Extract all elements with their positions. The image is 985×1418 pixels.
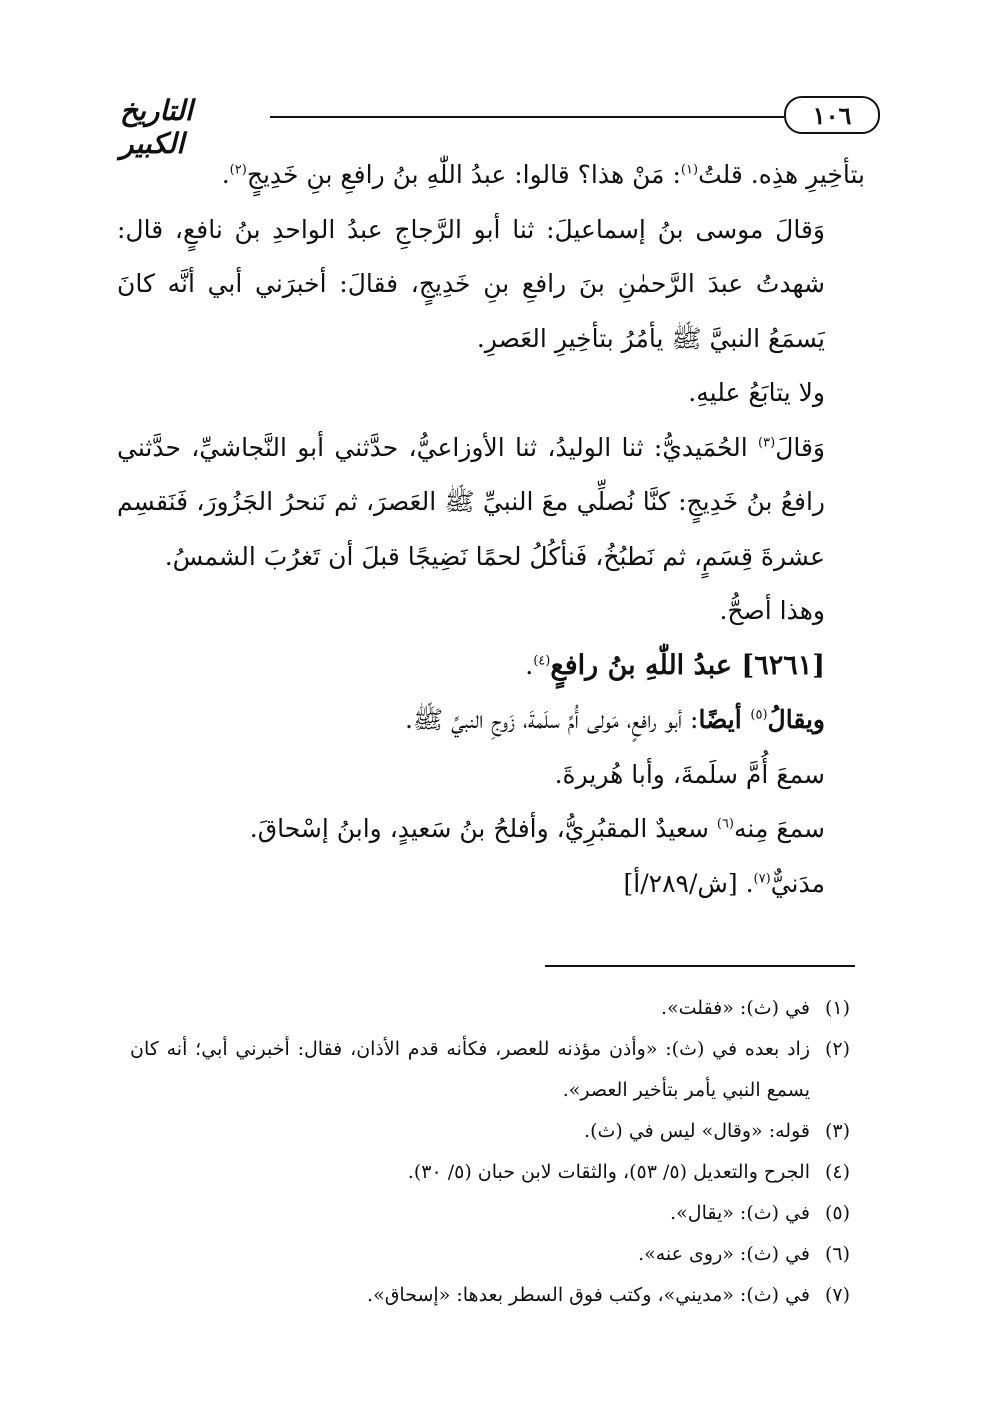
footnote [130, 1193, 850, 1234]
paragraph-samia-minhu: سمعَ مِنه$^{(٦)}$ سعيدٌ المقبُرِيُّ، وأفلحُ بنُ سَعيدٍ، وابنُ إسْحاقَ. [249, 814, 825, 843]
footnote-text: في (ث): «يقال». [670, 1202, 810, 1224]
paragraph-musa: وَقالَ موسى بنُ إسماعيلَ: ثنا أبو الرَّجاجِ عبدُ الواحدِ بنُ نافعٍ، قال: شهدتُ عبدَ الرَّحمٰنِ بنَ رافعِ بنِ خَدِيجٍ، فقالَ: أخبرَني أبي أنَّه كانَ يَسمَعُ النبيَّ ﷺ يأمُرُ بتأخِيرِ العَصرِ. [117, 214, 825, 353]
footnote-text: قوله: «وقال» ليس في (ث). [584, 1120, 810, 1142]
book-title: التاريخ الكبير [120, 94, 193, 160]
footnote-ref-5: (٥) [750, 707, 768, 723]
footnote-number: (٦) [824, 1243, 850, 1265]
footnote-text: زاد بعده في (ث): «وأذن مؤذنه للعصر، فكأنه قدم الأذان، فقال: أخبرني أبي؛ أنه كان يسمع النبي يأمر بتأخير العصر». [130, 1038, 810, 1101]
paragraph-asahh: وهذا أصحُّ. [719, 596, 825, 625]
footnote-text: في (ث): «روى عنه». [638, 1243, 810, 1265]
footnote-number: (١) [824, 997, 850, 1019]
footnote-ref-4: (٤) [533, 653, 551, 669]
footnote [130, 1152, 850, 1193]
footnote-number: (٣) [824, 1120, 850, 1142]
footnote-number: (٤) [824, 1161, 850, 1183]
footnote-number: (٥) [824, 1202, 850, 1224]
footnote [130, 1029, 850, 1111]
entry-heading: [٦٢٦١] عبدُ اللّٰهِ بنُ رافعٍ$^{(٤)}$. [525, 649, 825, 681]
page-number-badge: ١٠٦ [784, 96, 880, 134]
footnote-ref-3: (٣) [758, 435, 776, 451]
paragraph-madani: مدَنيٌّ$^{(٧)}$. [ش/٢٨٩/أ] [623, 868, 825, 898]
footnote-ref-6: (٦) [716, 816, 734, 832]
paragraph-la-yutaba: ولا يتابَعُ عليهِ. [688, 378, 825, 407]
footnote-number: (٢) [824, 1038, 850, 1060]
footnote-separator [545, 965, 855, 967]
footnotes [130, 988, 850, 1316]
footnote [130, 988, 850, 1029]
footnote [130, 1234, 850, 1275]
footnote-number: (٧) [824, 1284, 850, 1306]
text-line-1: بتأخِيرِ هذِه. قلتُ$^{(١)}$: مَنْ هذا؟ قالوا: عبدُ اللّٰهِ بنُ رافعِ بنِ خَدِيجٍ$^{(٢)}$. [221, 160, 865, 189]
paragraph-humaydi: وَقالَ$^{(٣)}$ الحُمَيديُّ: ثنا الوليدُ، ثنا الأوزاعيُّ، حدَّثني أبو النَّجاشيِّ، حدَّثني رافعُ بنُ خَدِيجٍ: كنَّا نُصلِّي معَ النبيِّ ﷺ العَصرَ، ثم نَنحرُ الجَزُورَ، فَنَقسِم عشرةَ قِسَمٍ، ثم نَطبُخُ، فَنأكُلُ لحمًا نَضِيجًا قبلَ أن تَغرُبَ الشمسُ. [117, 432, 825, 571]
footnote-ref-1: (١) [680, 162, 699, 178]
paragraph-yuqal: ويقالُ$^{(٥)}$ أيضًا: أبو رافعٍ، مَولى أُمِّ سلَمةَ، زَوجِ النبيِّ ﷺ. [404, 705, 825, 734]
page-header [120, 94, 880, 160]
footnote [130, 1275, 850, 1316]
footnote-text: في (ث): «مديني»، وكتب فوق السطر بعدها: «إسحاق». [367, 1284, 810, 1306]
header-rule [270, 116, 784, 118]
main-text [117, 148, 865, 911]
footnote-ref-2: (٢) [229, 162, 247, 178]
footnote-ref-7: (٧) [753, 871, 771, 887]
footnote-text: الجرح والتعديل (٥/ ٥٣)، والثقات لابن حبان (٥/ ٣٠). [407, 1161, 810, 1183]
paragraph-samia: سمعَ أُمَّ سلَمةَ، وأبا هُريرةَ. [554, 759, 825, 789]
footnote [130, 1111, 850, 1152]
footnote-text: في (ث): «فقلت». [660, 997, 810, 1019]
